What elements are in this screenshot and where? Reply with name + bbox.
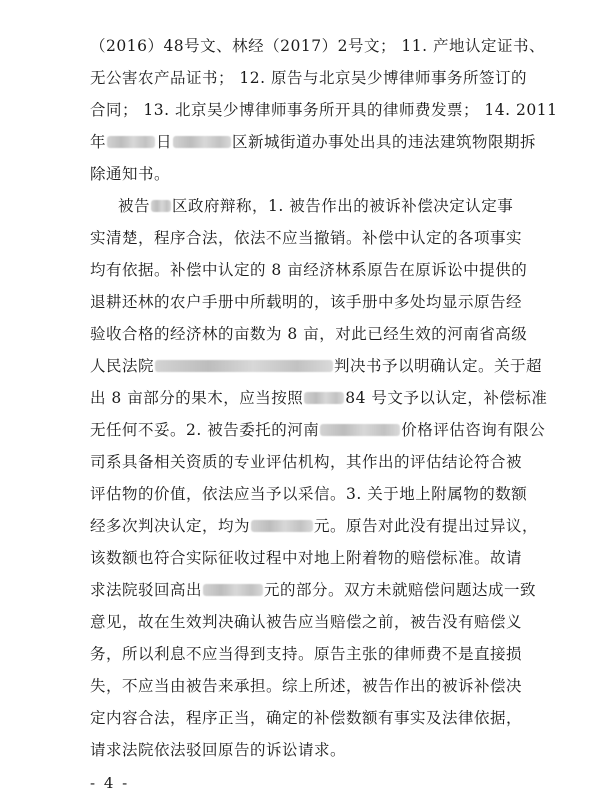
redacted-case-number [155,360,333,372]
redacted-document-ref [304,392,344,404]
text-line: 除通知书。 [90,165,171,183]
text-line: 无任何不妥。2. 被告委托的河南 价格评估咨询有限公 [90,421,546,439]
redacted-amount [203,584,263,596]
text-line: 经多次判决认定，均为 元。原告对此没有提出过异议， [90,517,539,535]
text-line: 该数额也符合实际征收过程中对地上附着物的赔偿标准。故请 [90,549,523,567]
text-line: 意见，故在生效判决确认被告应当赔偿之前，被告没有赔偿义 [90,613,523,631]
text-line: 求法院驳回高出 元的部分。双方未就赔偿问题达成一致 [90,581,537,599]
text-line: 出 8 亩部分的果木，应当按照 84 号文予以认定，补偿标准 [90,389,548,407]
page-number: - 4 - [90,774,130,792]
text-line: 定内容合法，程序正当，确定的补偿数额有事实及法律依据， [90,709,523,727]
text-line: 合同； 13. 北京吴少博律师事务所开具的律师费发票； 14. 2011 [90,101,558,119]
redacted-company-name [320,424,400,436]
text-line: 人民法院 判决书予以明确认定。关于超 [90,357,543,375]
redacted-date [107,136,155,148]
redacted-amount [251,520,313,532]
text-line: 务，所以利息不应当得到支持。原告主张的律师费不是直接损 [90,645,523,663]
text-line: 无公害农产品证书； 12. 原告与北京吴少博律师事务所签订的 [90,69,528,87]
redacted-district [151,200,171,212]
text-line: （2016）48号文、林经（2017）2号文； 11. 产地认定证书、 [90,37,545,55]
text-line: 验收合格的经济林的亩数为 8 亩，对此已经生效的河南省高级 [90,325,528,343]
text-line: 年 日 区新城街道办事处出具的违法建筑物限期拆 [90,133,537,151]
text-line: 请求法院依法驳回原告的诉讼请求。 [90,741,347,759]
text-line: 失，不应当由被告来承担。综上所述，被告作出的被诉补偿决 [90,677,523,695]
text-line: 司系具备相关资质的专业评估机构，其作出的评估结论符合被 [90,453,523,471]
text-line: 评估物的价值，依法应当予以采信。3. 关于地上附属物的数额 [90,485,528,503]
text-line: 退耕还林的农户手册中所载明的，该手册中多处均显示原告经 [90,293,523,311]
paragraph-start: 被告 区政府辩称，1. 被告作出的被诉补偿决定认定事 [118,197,514,215]
text-line: 实清楚，程序合法，依法不应当撤销。补偿中认定的各项事实 [90,229,523,247]
redacted-district [173,136,231,148]
text-line: 均有依据。补偿中认定的 8 亩经济林系原告在原诉讼中提供的 [90,261,528,279]
